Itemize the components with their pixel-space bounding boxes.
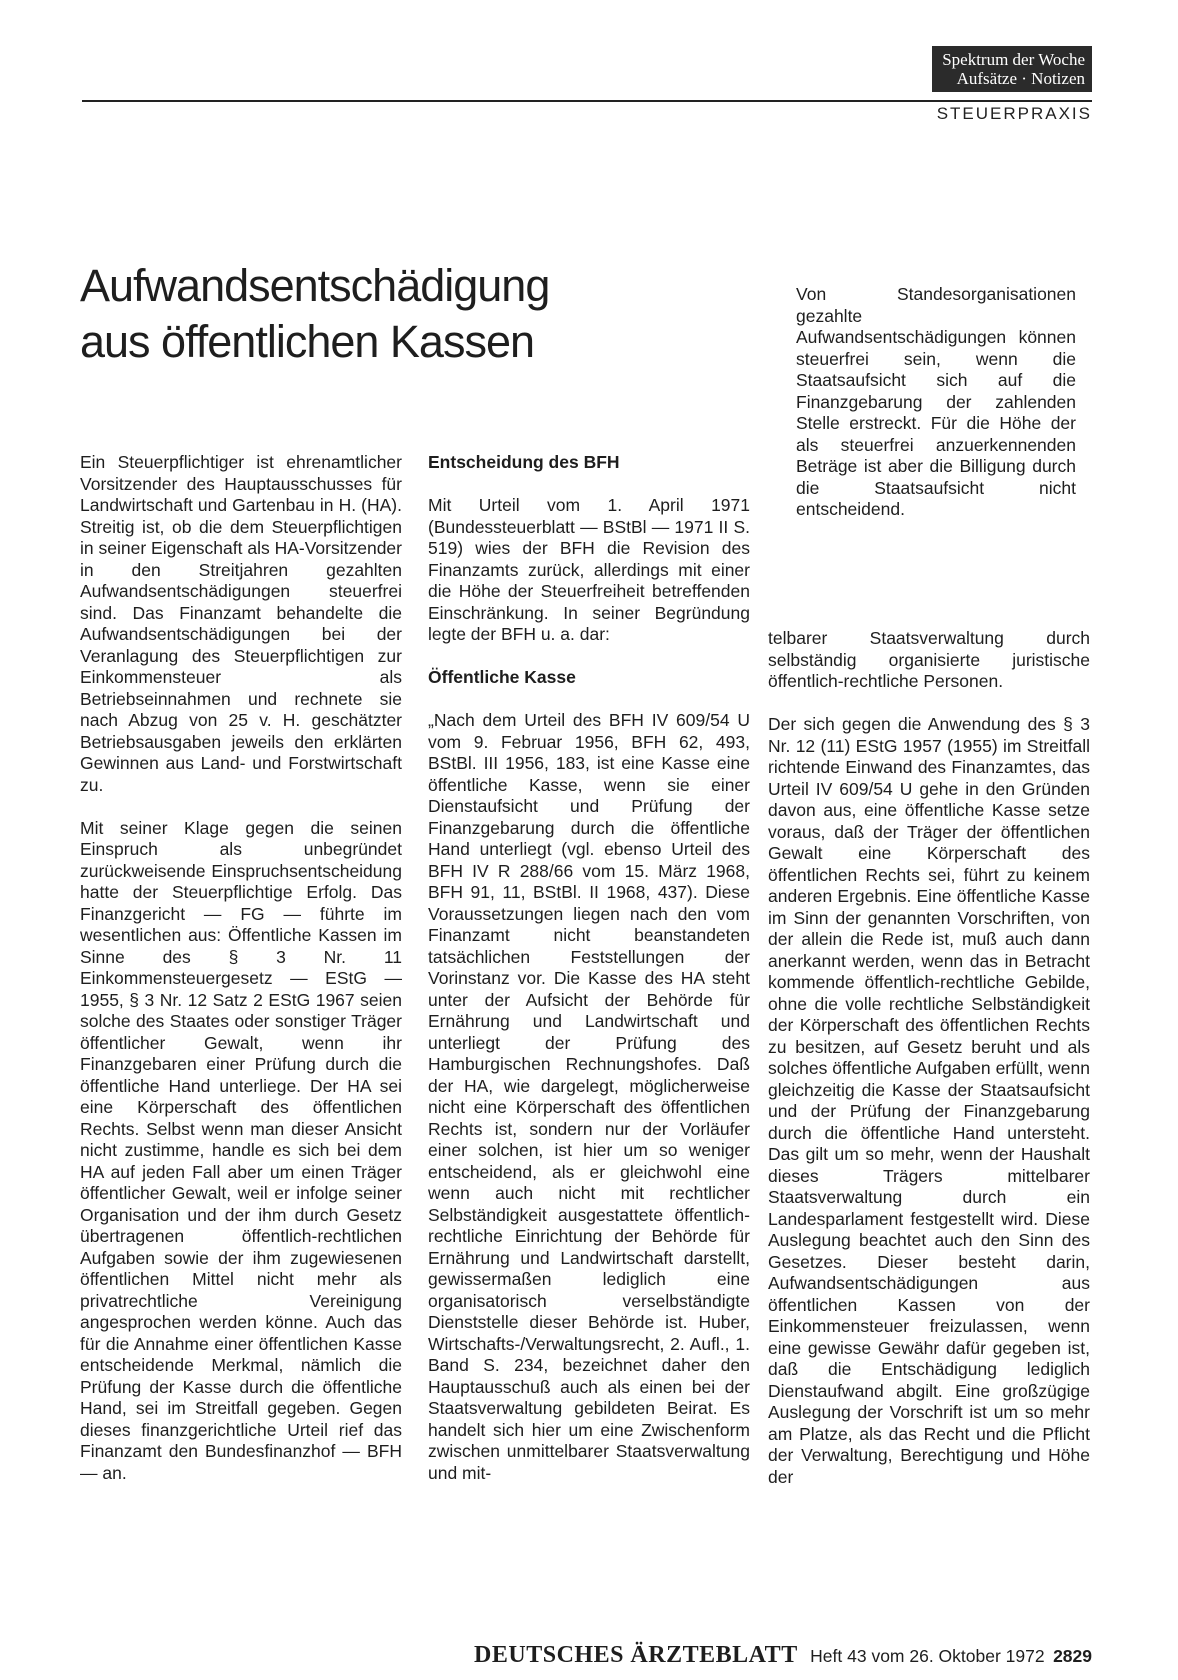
paragraph-urteil: Mit Urteil vom 1. April 1971 (Bundessteuerblatt — BStBl — 1971 II S. 519) wies der BFH die Revision des Finanzamts zurück, allerdings mit einer die Höhe der Steuerfreiheit betreffenden Einschränkung. In seiner Begründung legte der BFH u. a. dar: (428, 495, 750, 644)
column-3 (768, 628, 1090, 1510)
paragraph-zitat: „Nach dem Urteil des BFH IV 609/54 U vom 9. Februar 1956, BFH 62, 493, BStBl. III 1956, 183, ist eine Kasse eine öffentliche Kasse, wenn sie einer Dienstaufsicht und Prüfung der Finanzgebarung durch die öffentliche Hand unterliegt (vgl. ebenso Urteil des BFH IV R 288/66 vom 15. März 1968, BFH 91, 11, BStBl. II 1968, 437). Diese Voraussetzungen liegen nach den vom Finanzamt nicht beanstandeten tatsächlichen Feststellungen der Vorinstanz vor. Die Kasse des HA steht unter der Aufsicht der Behörde für Ernährung und Landwirtschaft und unterliegt der Prüfung des Hamburgischen Rechnungshofes. Daß der HA, wie dargelegt, möglicherweise nicht eine Körperschaft des öffentlichen Rechts ist, sondern nur der Vorläufer einer solchen, ist hier um so weniger entscheidend, als er gleichwohl eine wenn auch nicht mit rechtlicher Selbständigkeit ausgestattete öffentlich-rechtliche Einrichtung der Behörde für Ernährung und Landwirtschaft darstellt, gewissermaßen lediglich eine organisatorisch verselbständigte Dienststelle dieser Behörde ist. Huber, Wirtschafts-/Verwaltungsrecht, 2. Aufl., 1. Band S. 234, bezeichnet daher den Hauptausschuß auch als einen bei der Staatsverwaltung gebildeten Beirat. Es handelt sich hier um eine Zwischenform zwischen unmittelbarer Staatsverwaltung und mit- (428, 710, 750, 1483)
issue-info: Heft 43 vom 26. Oktober 1972 (810, 1646, 1045, 1666)
page-footer (474, 1642, 1092, 1669)
heading-oeffentliche-kasse: Öffentliche Kasse (428, 667, 576, 687)
heading-entscheidung: Entscheidung des BFH (428, 452, 620, 472)
article-title (80, 258, 640, 370)
section-badge (932, 46, 1092, 92)
section-line-1: Spektrum der Woche (942, 50, 1085, 69)
header-rule (82, 100, 1092, 102)
paragraph-einwand: Der sich gegen die Anwendung des § 3 Nr. 12 (11) EStG 1957 (1955) im Streitfall richtende Einwand des Finanzamtes, das Urteil IV 609/54 U gehe in den Gründen davon aus, eine öffentliche Kasse setze voraus, daß der Träger der öffentlichen Gewalt eine Körperschaft des öffentlichen Rechts sei, führt zu keinem anderen Ergebnis. Eine öffentliche Kasse im Sinn der genannten Vorschriften, von der allein die Rede ist, muß auch dann anerkannt werden, wenn das in Betracht kommende öffentlich-rechtliche Gebilde, ohne die volle rechtliche Selbständigkeit der Körperschaft des öffentlichen Rechts zu besitzen, auf Gesetz beruht und als solches öffentliche Aufgaben erfüllt, wenn gleichzeitig die Kasse der Staatsaufsicht und der Prüfung der Finanzgebarung durch die öffentliche Hand untersteht. Das gilt um so mehr, wenn der Haushalt dieses Trägers mittelbarer Staatsverwaltung durch ein Landesparlament festgestellt wird. Diese Auslegung beachtet auch den Sinn des Gesetzes. Dieser besteht darin, Aufwandsentschädigungen aus öffentlichen Kassen von der Einkommensteuer freizulassen, wenn eine gewisse Gewähr dafür gegeben ist, daß die Entschädigung lediglich Dienstaufwand abgilt. Eine großzügige Auslegung der Vorschrift ist um so mehr am Platze, als das Recht und die Pflicht der Verwaltung, Berechtigung und Höhe der (768, 714, 1090, 1487)
paragraph-intro: Ein Steuerpflichtiger ist ehrenamtlicher Vorsitzender des Hauptausschusses für Landwirtschaft und Gartenbau in H. (HA). Streitig ist, ob die dem Steuerpflichtigen in seiner Eigenschaft als HA-Vorsitzender in den Streitjahren gezahlten Aufwandsentschädigungen steuerfrei sind. Das Finanzamt behandelte die Aufwandsentschädigungen bei der Veranlagung des Steuerpflichtigen zur Einkommensteuer als Betriebseinnahmen und rechnete sie nach Abzug von 25 v. H. geschätzter Betriebsausgaben jeweils den erklärten Gewinnen aus Land- und Forstwirtschaft zu. (80, 452, 402, 795)
paragraph-klage: Mit seiner Klage gegen die seinen Einspruch als unbegründet zurückweisende Einspruchsentscheidung hatte der Steuerpflichtige Erfolg. Das Finanzgericht — FG — führte im wesentlichen aus: Öffentliche Kassen im Sinne des § 3 Nr. 11 Einkommensteuergesetz — EStG — 1955, § 3 Nr. 12 Satz 2 EStG 1967 seien solche des Staates oder sonstiger Träger öffentlicher Gewalt, wenn ihr Finanzgebaren einer Prüfung durch die öffentliche Hand unterliege. Der HA sei eine Körperschaft des öffentlichen Rechts. Selbst wenn man dieser Ansicht nicht zustimme, handle es sich bei dem HA auf jeden Fall aber um einen Träger öffentlicher Gewalt, weil er infolge seiner Organisation und der ihm durch Gesetz übertragenen öffentlich-rechtlichen Aufgaben sowie der ihm zugewiesenen öffentlichen Mittel nicht mehr als privatrechtliche Vereinigung angesprochen werden könne. Auch das für die Annahme einer öffentlichen Kasse entscheidende Merkmal, nämlich die Prüfung der Kasse durch die öffentliche Hand, sei im Streitfall gegeben. Gegen dieses finanzgerichtliche Urteil rief das Finanzamt den Bundesfinanzhof — BFH — an. (80, 817, 402, 1483)
rubric: STEUERPRAXIS (936, 104, 1092, 123)
title-line-2: aus öffentlichen Kassen (80, 316, 535, 367)
journal-name: DEUTSCHES ÄRZTEBLATT (474, 1642, 798, 1668)
column-2 (428, 452, 750, 1506)
paragraph-fortsetzung: telbarer Staatsverwaltung durch selbständig organisierte juristische öffentlich-rechtliche Personen. (768, 628, 1090, 691)
article-summary: Von Standesorganisationen gezahlte Aufwandsentschädigungen können steuerfrei sein, wenn die Staatsaufsicht sich auf die Finanzgebarung der zahlenden Stelle erstreckt. Für die Höhe der als steuerfrei anzuerkennenden Beträge ist aber die Billigung durch die Staatsaufsicht nicht entscheidend. (796, 284, 1076, 519)
section-line-2: Aufsätze · Notizen (956, 69, 1085, 88)
title-line-1: Aufwandsentschädigung (80, 260, 550, 311)
column-1 (80, 452, 402, 1506)
page-number: 2829 (1053, 1646, 1092, 1666)
